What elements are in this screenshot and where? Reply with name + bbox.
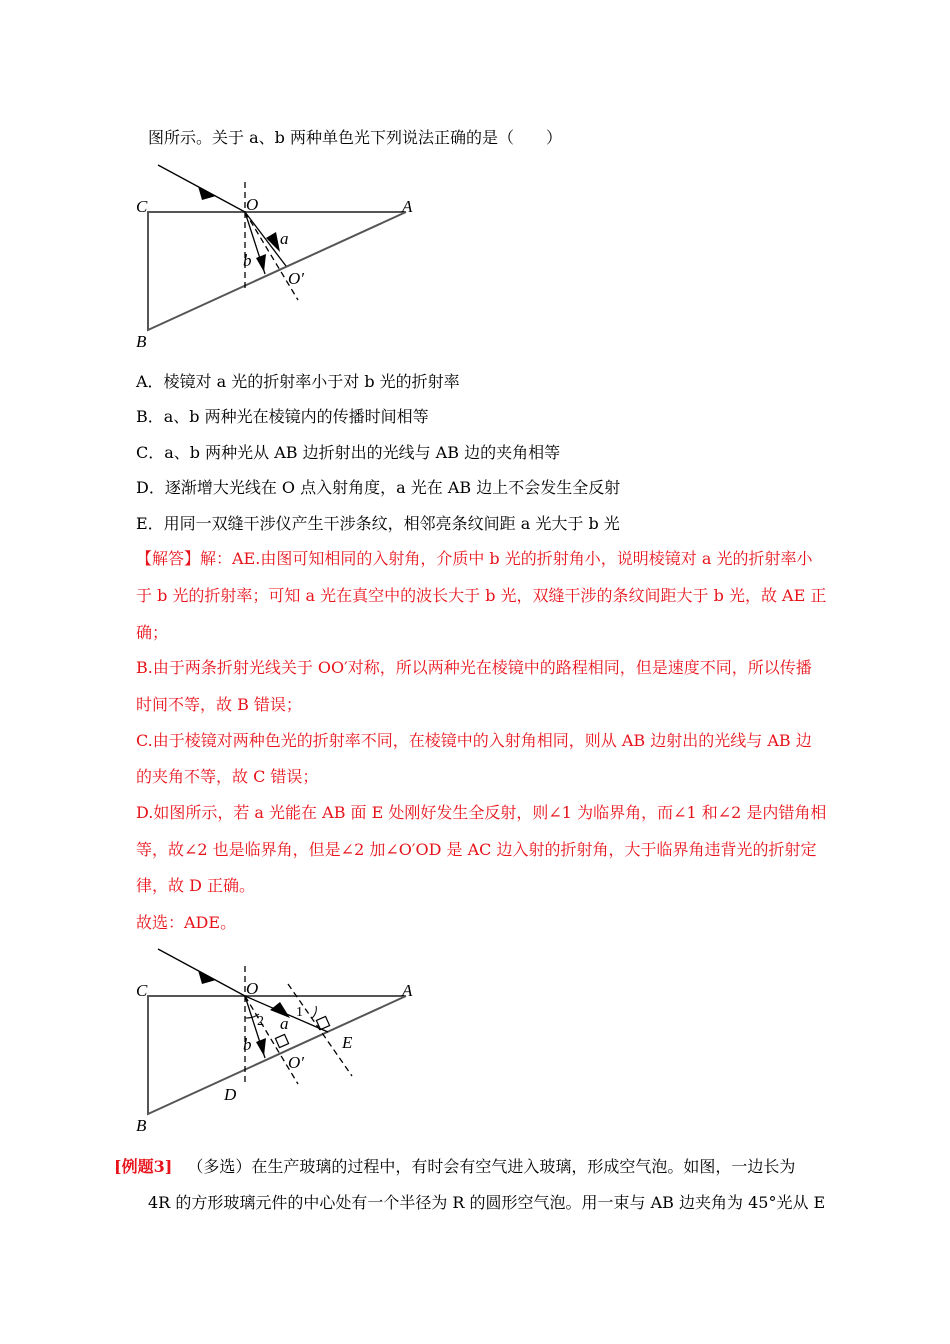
prism-outline bbox=[148, 212, 406, 330]
label-C: C bbox=[136, 197, 148, 216]
example-label: [例题3] bbox=[114, 1157, 173, 1176]
label-a: a bbox=[280, 229, 289, 248]
solution-answer: 故选：ADE。 bbox=[136, 913, 237, 932]
solution-line: 的夹角不等，故 C 错误； bbox=[136, 767, 319, 786]
prism-diagram-2 bbox=[130, 944, 430, 1139]
solution-line: B.由于两条折射光线关于 OO′对称，所以两种光在棱镜中的路程相同，但是速度不同，所以传播 bbox=[136, 658, 812, 677]
ray-b-arrow-icon bbox=[256, 1038, 266, 1056]
label-D: D bbox=[224, 1085, 237, 1104]
solution-line: 等，故∠2 也是临界角，但是∠2 加∠O′OD 是 AC 边入射的折射角，大于临界角违背光的折射定 bbox=[136, 840, 817, 859]
example-text-2: 4R 的方形玻璃元件的中心处有一个半径为 R 的圆形空气泡。用一束与 AB 边夹角为 45°光从 E bbox=[148, 1193, 826, 1212]
option-c: C．a、b 两种光从 AB 边折射出的光线与 AB 边的夹角相等 bbox=[136, 443, 561, 462]
label-C: C bbox=[136, 981, 148, 1000]
label-a: a bbox=[280, 1014, 289, 1033]
example-text-1: （多选）在生产玻璃的过程中，有时会有空气进入玻璃，形成空气泡。如图，一边长为 bbox=[187, 1157, 796, 1176]
prism-outline bbox=[148, 996, 406, 1114]
label-E: E bbox=[342, 1033, 353, 1052]
option-e: E．用同一双缝干涉仪产生干涉条纹，相邻亮条纹间距 a 光大于 b 光 bbox=[136, 514, 620, 533]
solution-line: C.由于棱镜对两种色光的折射率不同，在棱镜中的入射角相同，则从 AB 边射出的光线与 AB 边 bbox=[136, 731, 812, 750]
option-a: A．棱镜对 a 光的折射率小于对 b 光的折射率 bbox=[136, 372, 460, 391]
label-B: B bbox=[136, 332, 147, 351]
prism-diagram-1 bbox=[130, 160, 430, 355]
label-angle-1: 1 bbox=[296, 1005, 303, 1020]
label-angle-2: 2 bbox=[257, 1014, 264, 1029]
label-b: b bbox=[243, 251, 252, 270]
solution-line: 时间不等，故 B 错误； bbox=[136, 695, 302, 714]
solution-line: 律，故 D 正确。 bbox=[136, 876, 256, 895]
label-O-prime: O′ bbox=[288, 269, 304, 288]
incident-arrow-icon bbox=[198, 970, 216, 984]
solution-line: D.如图所示，若 a 光能在 AB 面 E 处刚好发生全反射，则∠1 为临界角，而∠1 和∠2 是内错角相 bbox=[136, 803, 827, 822]
question-intro: 图所示。关于 a、b 两种单色光下列说法正确的是（ ） bbox=[148, 128, 562, 147]
solution-line: 确； bbox=[136, 623, 169, 642]
label-O-prime: O′ bbox=[288, 1053, 304, 1072]
solution-line: 于 b 光的折射率；可知 a 光在真空中的波长大于 b 光，双缝干涉的条纹间距大于 b 光，故 AE 正 bbox=[136, 586, 827, 605]
incident-arrow-icon bbox=[198, 186, 216, 200]
ray-b-arrow-icon bbox=[256, 254, 266, 272]
label-A: A bbox=[402, 981, 413, 1000]
label-A: A bbox=[402, 197, 413, 216]
solution-line: 【解答】解：AE.由图可知相同的入射角，介质中 b 光的折射角小，说明棱镜对 a 光的折射率小 bbox=[136, 549, 813, 568]
label-O: O bbox=[246, 979, 259, 998]
label-O: O bbox=[246, 195, 259, 214]
option-b: B．a、b 两种光在棱镜内的传播时间相等 bbox=[136, 407, 429, 426]
example-line-1 bbox=[114, 1157, 854, 1177]
right-angle-mark-o-prime bbox=[275, 1034, 288, 1047]
label-b: b bbox=[243, 1035, 252, 1054]
angle-1-arc bbox=[312, 1006, 316, 1018]
label-B: B bbox=[136, 1116, 147, 1135]
option-d: D．逐渐增大光线在 O 点入射角度，a 光在 AB 边上不会发生全反射 bbox=[136, 478, 621, 497]
